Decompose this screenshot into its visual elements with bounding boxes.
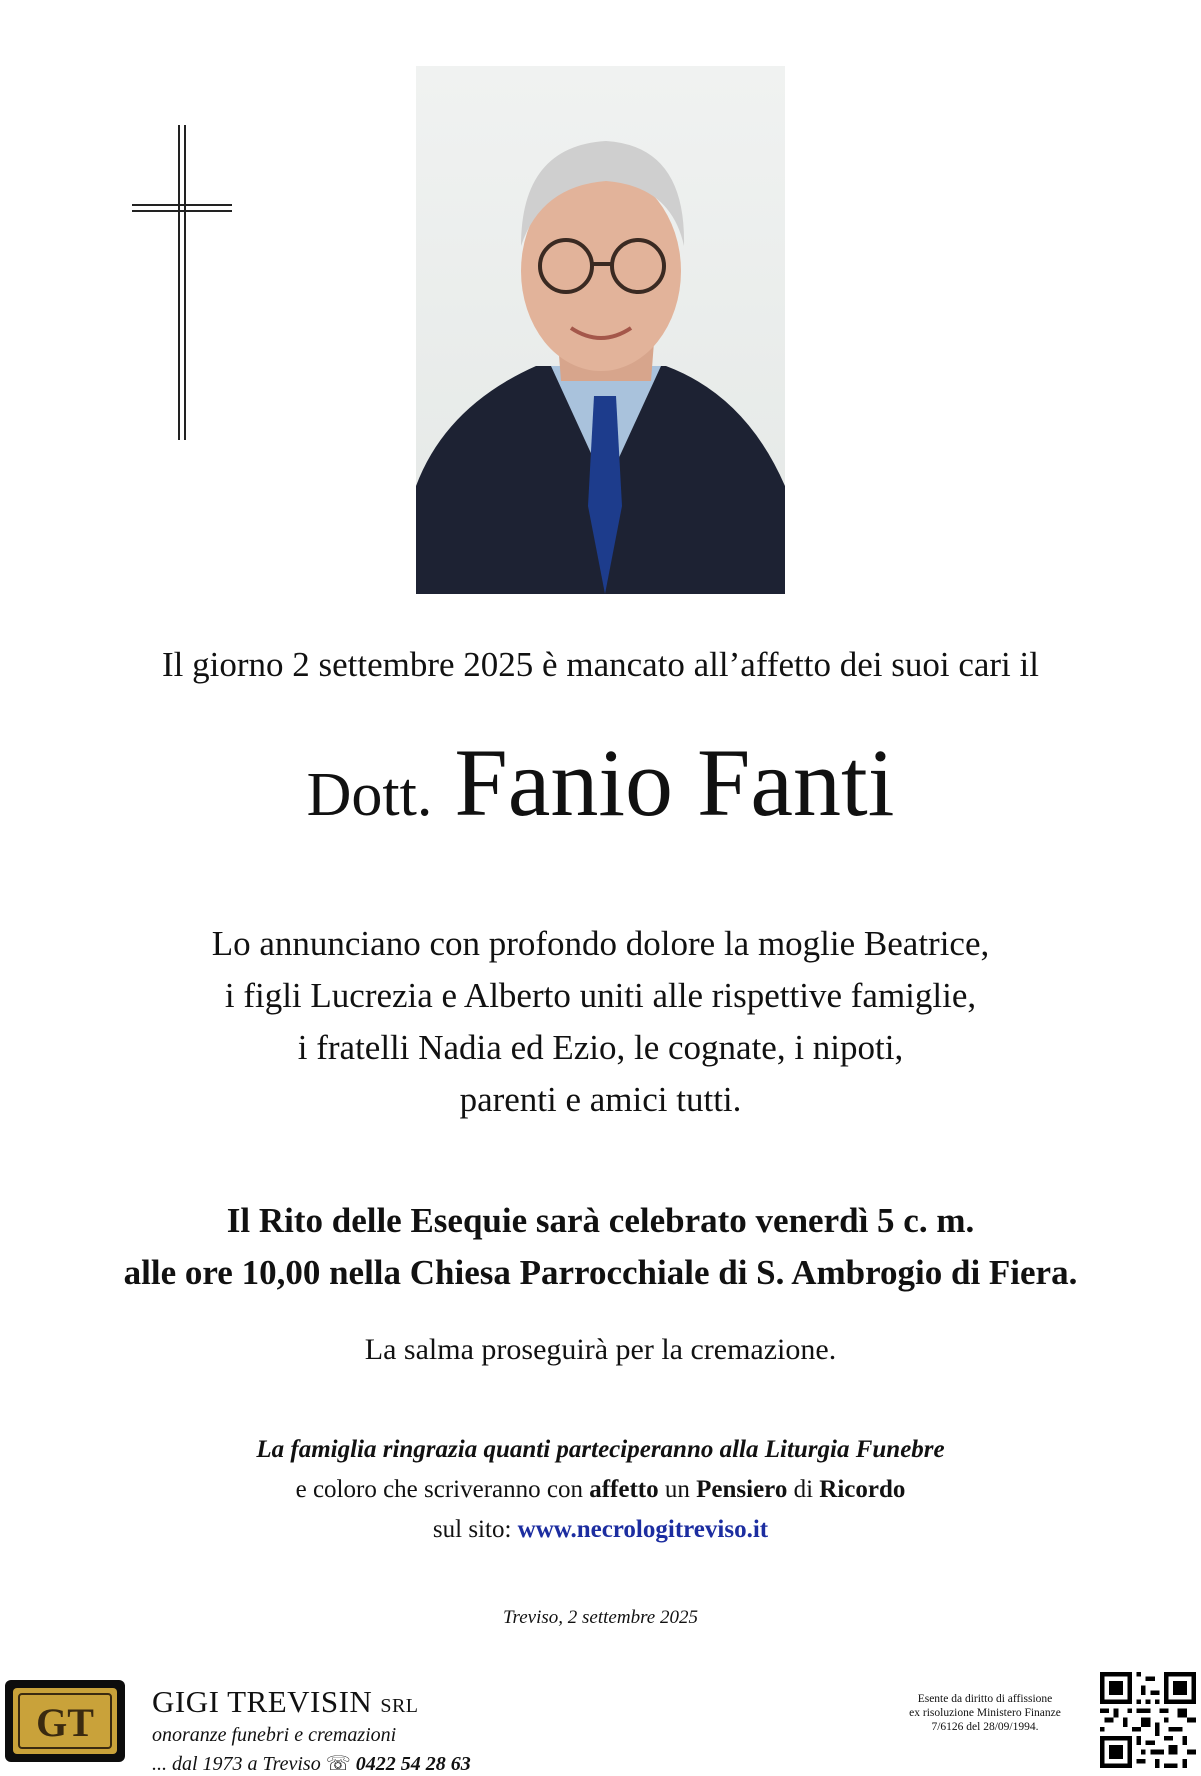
- rite-line: Il Rito delle Esequie sarà celebrato venerdì 5 c. m.: [226, 1201, 975, 1240]
- company-tagline: onoranze funebri e cremazioni: [152, 1724, 397, 1746]
- website-link[interactable]: www.necrologitreviso.it: [517, 1516, 769, 1543]
- cremation-note: La salma proseguirà per la cremazione.: [364, 1333, 837, 1366]
- family-line: parenti e amici tutti.: [459, 1080, 742, 1119]
- company-info: [152, 1684, 471, 1776]
- svg-text:GT: GT: [36, 1700, 94, 1745]
- portrait-photo: [416, 66, 785, 594]
- exemption-note: Esente da diritto di affissione ex risoluzione Ministero Finanze 7/6126 del 28/09/1994.: [909, 1693, 1061, 1733]
- family-line: i fratelli Nadia ed Ezio, le cognate, i nipoti,: [297, 1028, 904, 1067]
- company-logo: [5, 1680, 125, 1762]
- family-line: Lo annunciano con profondo dolore la moglie Beatrice,: [211, 924, 990, 963]
- funeral-rite-details: [0, 1195, 1201, 1299]
- phone-icon: ☏: [325, 1753, 351, 1775]
- company-phone[interactable]: 0422 54 28 63: [355, 1753, 471, 1775]
- place-date: Treviso, 2 settembre 2025: [503, 1607, 698, 1628]
- thanks-line: La famiglia ringrazia quanti parteciperanno alla Liturgia Funebre: [256, 1436, 945, 1463]
- cross-icon: [130, 125, 240, 440]
- company-name: GIGI TREVISIN SRL: [152, 1684, 419, 1719]
- thanks-line: sul sito: www.necrologitreviso.it: [432, 1516, 769, 1543]
- deceased-title: Dott.: [306, 761, 433, 829]
- family-announcement: [0, 918, 1201, 1126]
- announcement-intro: Il giorno 2 settembre 2025 è mancato all’affetto dei suoi cari il: [162, 645, 1039, 684]
- deceased-name: Fanio Fanti: [454, 729, 895, 836]
- qr-code-icon[interactable]: [1100, 1672, 1196, 1768]
- thanks-line: e coloro che scriveranno con affetto un Pensiero di Ricordo: [295, 1476, 906, 1503]
- deceased-name-line: [0, 729, 1201, 836]
- family-line: i figli Lucrezia e Alberto uniti alle rispettive famiglie,: [224, 976, 977, 1015]
- rite-line: alle ore 10,00 nella Chiesa Parrocchiale di S. Ambrogio di Fiera.: [123, 1253, 1078, 1292]
- company-contact: ... dal 1973 a Treviso ☏ 0422 54 28 63: [152, 1753, 471, 1775]
- thanks-message: [0, 1430, 1201, 1550]
